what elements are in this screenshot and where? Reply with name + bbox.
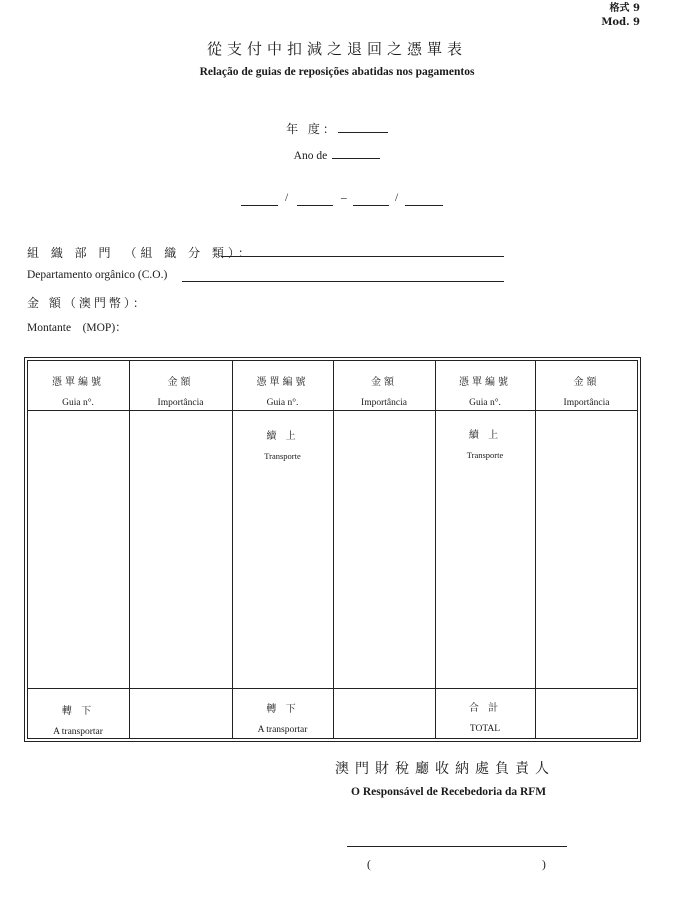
header-guia-zh: 憑單編號 (459, 377, 511, 388)
carried-in-zh: 續 上 (468, 430, 502, 441)
date-from-month-blank[interactable] (297, 205, 333, 206)
name-close-paren: ) (542, 859, 546, 871)
year-pt-row (0, 144, 674, 163)
header-amount-pt: Importância (157, 398, 204, 408)
col-divider (333, 360, 334, 739)
total-zh: 合 計 (468, 703, 502, 714)
header-guia-pt: Guia n°. (469, 398, 501, 408)
carried-in-pt: Transporte (466, 450, 504, 460)
carry-forward-pt: A transportar (257, 725, 308, 735)
header-guia-zh: 憑單編號 (52, 377, 104, 388)
page-title-zh: 從支付中扣減之退回之憑單表 (206, 40, 467, 58)
date-from-slash: / (285, 192, 289, 204)
date-to-slash: / (395, 192, 399, 204)
header-amount-zh: 金額 (167, 377, 194, 388)
footer-divider (27, 688, 638, 689)
page-title-pt: Relação de guias de reposições abatidas nos pagamentos (199, 66, 475, 78)
header-divider (27, 410, 638, 411)
form-code-zh: 格式 9 (609, 3, 640, 14)
header-guia-pt: Guia n°. (266, 398, 299, 408)
year-zh-blank[interactable] (338, 122, 388, 133)
signature-line[interactable] (347, 846, 567, 847)
date-from-day-blank[interactable] (241, 205, 278, 206)
date-range-dash: – (341, 192, 347, 204)
year-zh-label: 年 度： (286, 122, 338, 136)
header-guia-zh: 憑單編號 (256, 377, 309, 388)
year-pt-label: Ano de (293, 150, 328, 162)
col-divider (232, 360, 233, 739)
carry-forward-zh: 轉 下 (61, 706, 95, 717)
col-divider (129, 360, 130, 739)
carried-in-zh: 續 上 (266, 431, 299, 442)
header-amount-pt: Importância (563, 398, 610, 408)
header-guia-pt: Guia n°. (62, 398, 94, 408)
amount-zh-label: 金 額（澳門幣）： (27, 296, 148, 310)
signatory-title-zh: 澳門財稅廳收納處負責人 (335, 761, 555, 777)
carry-forward-pt: A transportar (53, 727, 103, 737)
year-zh-row (0, 118, 674, 137)
col-divider (535, 360, 536, 739)
form-code-pt: Mod. 9 (601, 17, 640, 28)
date-to-month-blank[interactable] (405, 205, 443, 206)
col-divider (435, 360, 436, 739)
department-zh-label: 組 織 部 門 （組 織 分 類）： (27, 246, 254, 260)
total-pt: TOTAL (469, 724, 501, 734)
department-pt-label: Departamento orgânico (C.O.) (27, 269, 168, 281)
name-open-paren: ( (367, 859, 371, 871)
signatory-title-pt: O Responsável de Recebedoria da RFM (351, 786, 547, 798)
carry-forward-zh: 轉 下 (266, 704, 299, 715)
carried-in-pt: Transporte (264, 451, 301, 461)
header-amount-pt: Importância (361, 398, 407, 408)
date-to-day-blank[interactable] (353, 205, 389, 206)
amount-pt-label: Montante (MOP)： (27, 322, 127, 334)
year-pt-blank[interactable] (332, 148, 380, 159)
department-pt-blank[interactable] (182, 281, 504, 282)
department-zh-blank[interactable] (221, 256, 504, 257)
header-amount-zh: 金額 (573, 377, 600, 388)
header-amount-zh: 金額 (371, 377, 397, 388)
